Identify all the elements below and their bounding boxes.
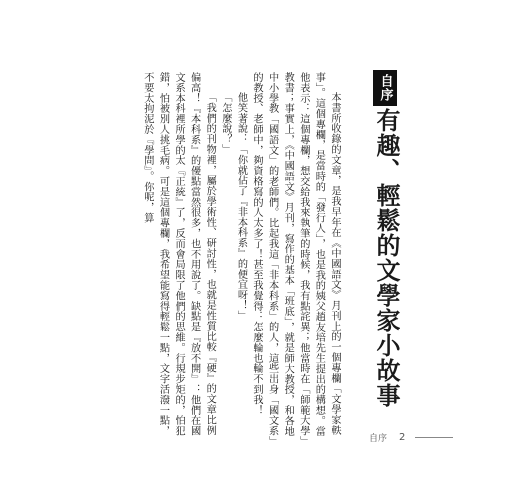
paragraph: 他笑著說：「你就佔了『非本科系』的便宜呀！」 <box>235 92 247 322</box>
page-footer <box>369 431 453 444</box>
paragraph: 本書所收錄的文章，是我早年在《中國語文》月刊上的一個專欄「文學家軼事」。這個專欄，是當時的「發行人」，也是我的姨父趙友培先生提出的構想。當他表示：這個專欄，想交給我來執筆的時候，我有點詫異；他當時在「師範大學」教書；事實上，《中國語文》月刊，寫作的基本「班底」，就是師大教授，和各地中小學教「國語文」的老師們。比起我這「非本科系」的人，這些出身「國文系」的教授、老師中，夠資格寫的人太多了！甚至我覺得：怎麼輪也輪不到我！ <box>251 72 340 442</box>
section-badge: 自序 <box>373 70 397 106</box>
paragraph: 「怎麼說？」 <box>219 92 231 155</box>
page-number: 2 <box>399 432 406 443</box>
footer-label: 自序 <box>369 434 388 444</box>
footer-rule <box>415 437 453 438</box>
chapter-title: 有趣、輕鬆的文學家小故事 <box>372 108 400 408</box>
body-text <box>112 72 342 444</box>
paragraph: 「我們的刊物裡，屬於學術性、研討性，也就是性質比較『硬』的文章比例偏高！『本科系』的優點當然很多，也不用說了。缺點是『放不開』：他們在國文系本科裡所學的太『正統』了，反而會局限了他們的思維。行規步矩的，怕犯錯，怕被別人挑毛病。可是這個專欄，我希望能寫得輕鬆一點，文字活潑一點，不要太拘泥於『學問』。你呢，算 <box>141 72 216 436</box>
